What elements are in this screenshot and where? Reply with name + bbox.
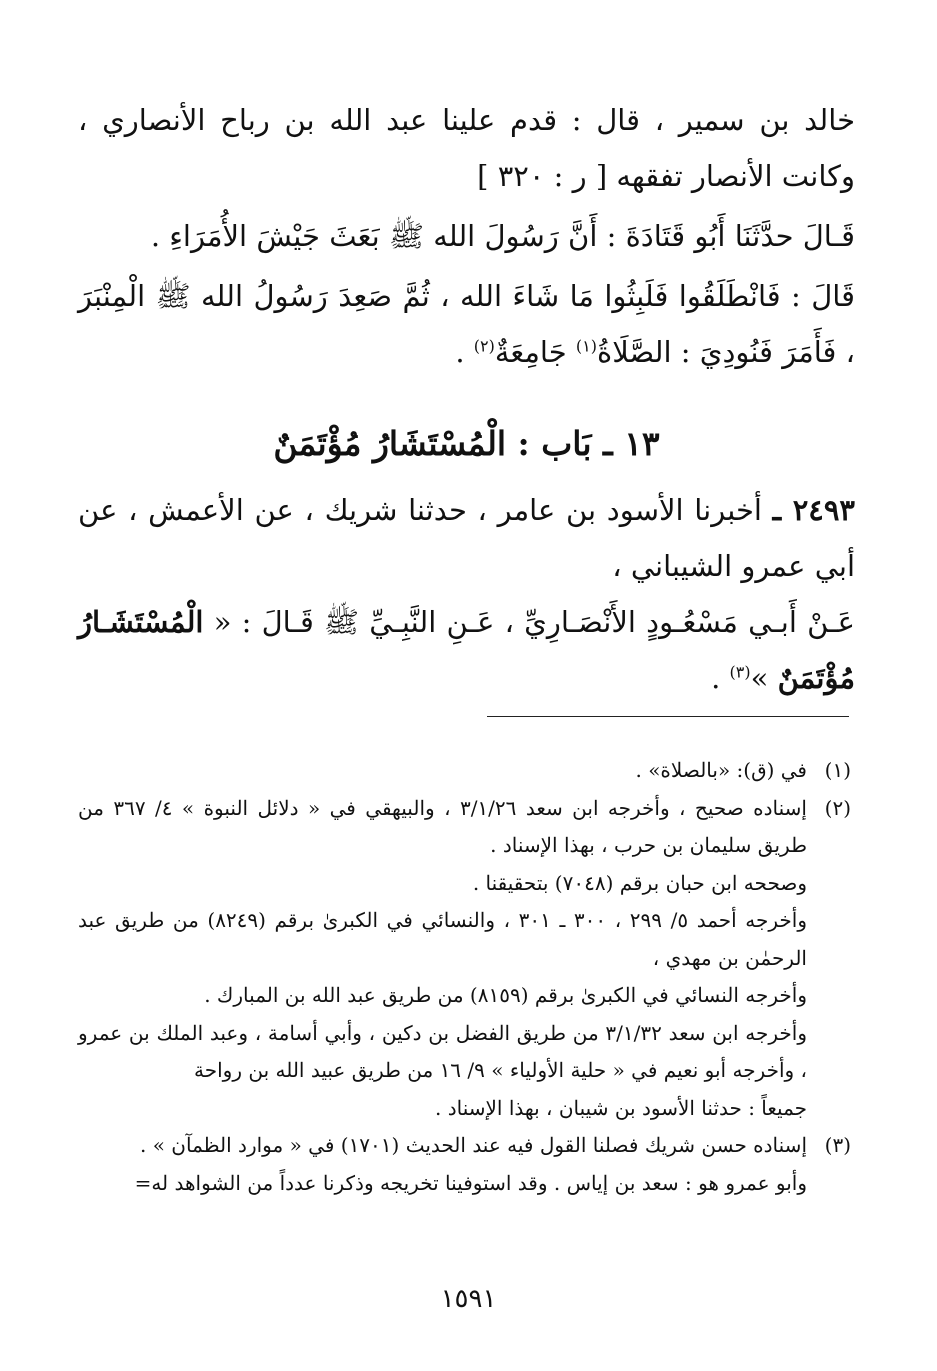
footnote-number: (١) <box>824 758 851 782</box>
footnotes <box>78 752 851 1202</box>
footnote-line: جميعاً : حدثنا الأسود بن شيبان ، بهذا الإسناد . <box>435 1095 807 1120</box>
footnote-line: في (ق): «بالصلاة» . <box>635 758 807 782</box>
footnote-2 <box>78 790 851 1128</box>
footnote-line: وصححه ابن حبان برقم (٧٠٤٨) بتحقيقنا . <box>472 870 807 895</box>
hadith-matn-part-c: . <box>711 661 730 695</box>
hadith-matn-part-b: » <box>750 661 778 695</box>
footnote-ref-2: (٢) <box>473 336 495 356</box>
footnote-line: إسناده صحيح ، وأخرجه ابن سعد ٣/١/٢٦ ، والبيهقي في « دلائل النبوة » ٤/ ٣٦٧ من طريق سليمان بن حرب ، بهذا الإسناد . <box>78 795 807 857</box>
footnote-body <box>78 752 807 790</box>
footnote-line: وأخرجه أحمد ٥/ ٢٩٩ ، ٣٠٠ ـ ٣٠١ ، والنسائي في الكبرىٰ برقم (٨٢٤٩) من طريق عبد الرحمٰن بن مهدي ، <box>78 908 807 970</box>
hadith <box>78 482 855 706</box>
main-paragraph-3 <box>78 268 855 380</box>
footnote-1 <box>78 752 851 790</box>
footnote-3 <box>78 1127 851 1202</box>
footnote-number: (٣) <box>824 1133 851 1157</box>
footnote-number: (٢) <box>824 795 851 820</box>
hadith-matn-paragraph <box>78 594 855 706</box>
footnote-body <box>78 790 807 1128</box>
footnote-line: وأخرجه ابن سعد ٣/١/٣٢ من طريق الفضل بن دكين ، وأبي أسامة ، وعبد الملك بن عمرو ، وأخرجه أبو نعيم في « حلية الأولياء » ٩/ ١٦ من طريق عبيد الله بن رواحة <box>78 1020 807 1082</box>
footnote-ref-1: (١) <box>575 336 598 356</box>
main-paragraph-2: قَـالَ حدَّثَنَا أَبُو قَتَادَةَ : أَنَّ رَسُولَ الله ﷺ بَعَثَ جَيْشَ الأُمَرَاءِ . <box>150 219 855 253</box>
hadith-isnad: أخبرنا الأسود بن عامر ، حدثنا شريك ، عن الأعمش ، عن أبي عمرو الشيباني ، <box>78 493 855 583</box>
footnote-separator <box>487 716 849 717</box>
main-paragraph-3-part-c: . <box>455 335 474 369</box>
footnote-line: إسناده حسن شريك فصلنا القول فيه عند الحديث (١٧٠١) في « موارد الظمآن » . <box>139 1133 807 1157</box>
main-paragraph-3-part-a: قَالَ : فَانْطَلَقُوا فَلَبِثُوا مَا شَاءَ الله ، ثُمَّ صَعِدَ رَسُولُ الله ﷺ الْمِنْبَرَ ، فَأَمَرَ فَنُودِيَ : الصَّلَاةُ <box>78 279 855 369</box>
footnote-ref-3: (٣) <box>729 662 751 682</box>
main-paragraph-3-part-b: جَامِعَةٌ <box>494 335 576 369</box>
hadith-matn-part-a: عَـنْ أَبـي مَسْعُـودٍ الأَنْصَـارِيِّ ، عَـنِ النَّبِـيِّ ﷺ قَـالَ : « <box>203 605 855 639</box>
main-text <box>78 92 855 380</box>
hadith-number: ٢٤٩٣ ـ <box>772 493 856 527</box>
main-paragraph-1: خالد بن سمير ، قال : قدم علينا عبد الله بن رباح الأنصاري ، وكانت الأنصار تفقهه [ ر : ٣٢٠ ] <box>78 103 855 193</box>
footnote-line: وأخرجه النسائي في الكبرىٰ برقم (٨١٥٩) من طريق عبد الله بن المبارك . <box>204 983 807 1007</box>
hadith-isnad-paragraph <box>78 482 855 594</box>
chapter-title: ١٣ ـ بَاب : الْمُسْتَشَارُ مُؤْتَمَنٌ <box>273 424 660 463</box>
footnote-body <box>78 1127 807 1202</box>
footnote-line: وأبو عمرو هو : سعد بن إياس . وقد استوفينا تخريجه وذكرنا عدداً من الشواهد له= <box>134 1170 807 1195</box>
hadith-matn-bold: الْمُسْتَشَـارُ مُؤْتَمَنٌ <box>78 605 855 695</box>
page-number: ١٥٩١ <box>440 1284 497 1314</box>
